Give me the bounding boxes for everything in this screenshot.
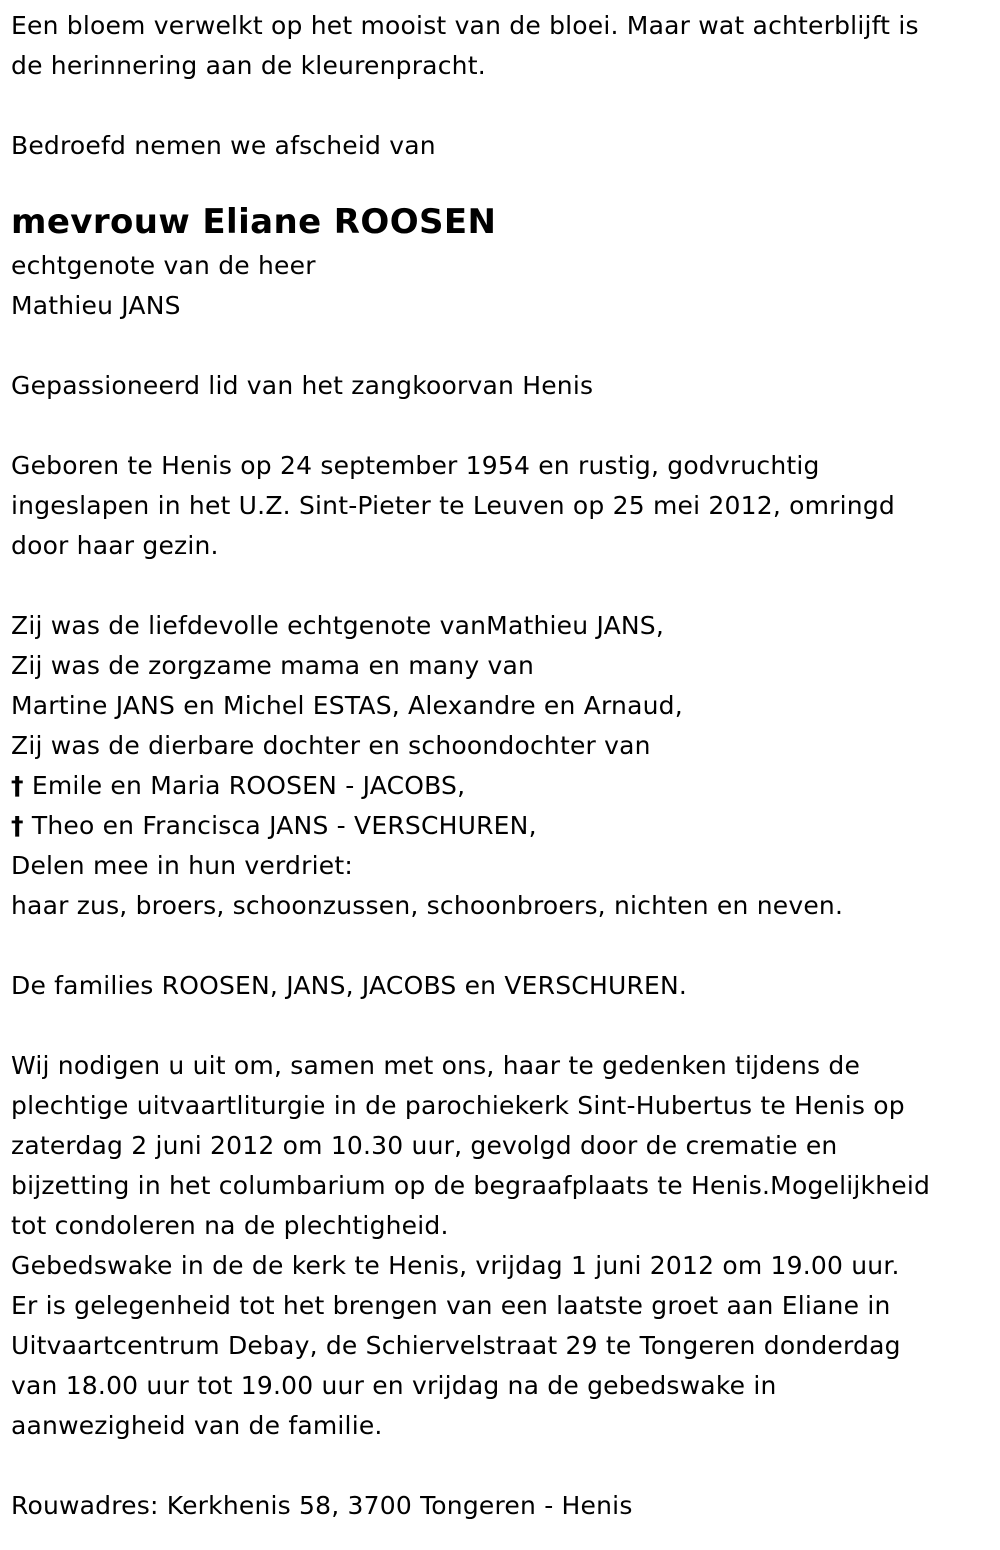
family-line-5: [11, 766, 991, 806]
spouse-relation-line-2: Mathieu JANS: [11, 291, 181, 320]
birth-death-line-3: door haar gezin.: [11, 531, 219, 560]
family-line-7: Delen mee in hun verdriet:: [11, 851, 353, 880]
ceremony-line-10: aanwezigheid van de familie.: [11, 1411, 383, 1440]
family-line-1: Zij was de liefdevolle echtgenote vanMathieu JANS,: [11, 611, 664, 640]
birth-death-line-2: ingeslapen in het U.Z. Sint-Pieter te Leuven op 25 mei 2012, omringd: [11, 491, 895, 520]
deceased-parents-text: Emile en Maria ROOSEN - JACOBS,: [31, 771, 466, 800]
deceased-name: mevrouw Eliane ROOSEN: [11, 202, 497, 242]
mourning-address: Rouwadres: Kerkhenis 58, 3700 Tongeren - Henis: [11, 1491, 633, 1520]
ceremony-line-9: van 18.00 uur tot 19.00 uur en vrijdag na de gebedswake in: [11, 1371, 777, 1400]
family-line-4: Zij was de dierbare dochter en schoondochter van: [11, 731, 651, 760]
ceremony-line-8: Uitvaartcentrum Debay, de Schiervelstraat 29 te Tongeren donderdag: [11, 1331, 901, 1360]
membership-text: Gepassioneerd lid van het zangkoorvan Henis: [11, 371, 594, 400]
family-line-8: haar zus, broers, schoonzussen, schoonbroers, nichten en neven.: [11, 891, 844, 920]
families-text: De families ROOSEN, JANS, JACOBS en VERSCHUREN.: [11, 971, 688, 1000]
birth-death-line-1: Geboren te Henis op 24 september 1954 en rustig, godvruchtig: [11, 451, 820, 480]
intro-line-2: de herinnering aan de kleurenpracht.: [11, 51, 486, 80]
cross-icon: †: [11, 771, 24, 800]
family-line-3: Martine JANS en Michel ESTAS, Alexandre en Arnaud,: [11, 691, 683, 720]
ceremony-line-5: tot condoleren na de plechtigheid.: [11, 1211, 449, 1240]
spouse-relation-line-1: echtgenote van de heer: [11, 251, 316, 280]
ceremony-line-6: Gebedswake in de de kerk te Henis, vrijdag 1 juni 2012 om 19.00 uur.: [11, 1251, 900, 1280]
ceremony-line-2: plechtige uitvaartliturgie in de parochiekerk Sint-Hubertus te Henis op: [11, 1091, 905, 1120]
announcement-text: Bedroefd nemen we afscheid van: [11, 131, 436, 160]
family-line-2: Zij was de zorgzame mama en many van: [11, 651, 535, 680]
intro-line-1: Een bloem verwelkt op het mooist van de bloei. Maar wat achterblijft is: [11, 11, 919, 40]
cross-icon: †: [11, 811, 24, 840]
obituary-document: [11, 6, 991, 1526]
ceremony-line-4: bijzetting in het columbarium op de begraafplaats te Henis.Mogelijkheid: [11, 1171, 931, 1200]
ceremony-line-1: Wij nodigen u uit om, samen met ons, haar te gedenken tijdens de: [11, 1051, 861, 1080]
deceased-parents-in-law-text: Theo en Francisca JANS - VERSCHUREN,: [31, 811, 537, 840]
ceremony-line-7: Er is gelegenheid tot het brengen van een laatste groet aan Eliane in: [11, 1291, 891, 1320]
family-line-6: [11, 806, 991, 846]
ceremony-line-3: zaterdag 2 juni 2012 om 10.30 uur, gevolgd door de crematie en: [11, 1131, 838, 1160]
